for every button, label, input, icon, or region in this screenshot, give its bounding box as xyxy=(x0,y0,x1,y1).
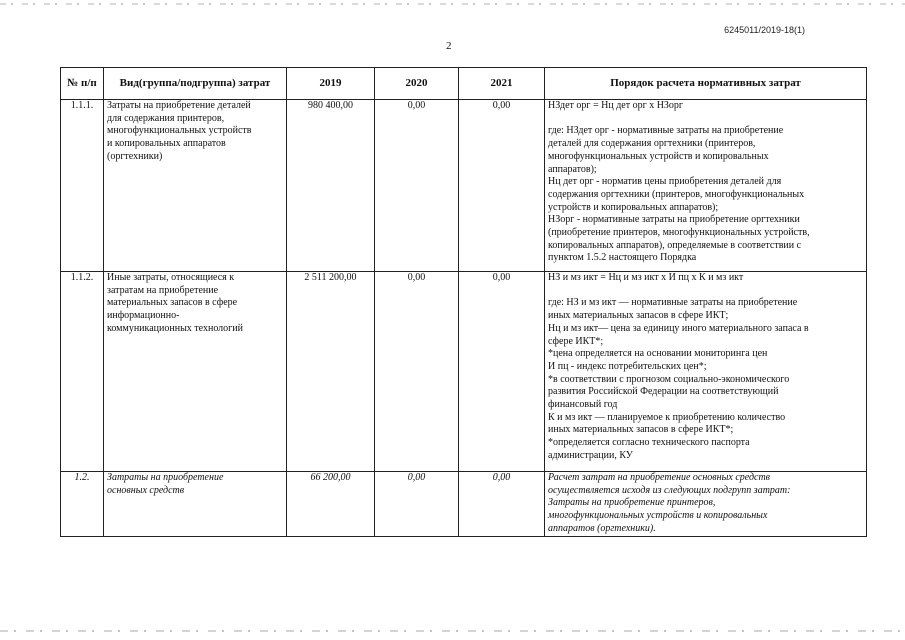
text-line: Нц дет орг - норматив цены приобретения деталей для xyxy=(548,176,782,188)
text-line: И пц - индекс потребительских цен*; xyxy=(548,360,707,372)
text-line: развития Российской Федерации на соответствующий xyxy=(548,386,779,398)
text-line: многофункциональных устройств и копировальных xyxy=(548,510,768,522)
text-line: где: НЗ и мз икт — нормативные затраты на приобретение xyxy=(548,297,798,309)
row-number: 1.2. xyxy=(61,472,104,537)
text-line: материальных запасов в сфере xyxy=(107,297,238,309)
text-line: многофункциональных устройств xyxy=(107,125,252,137)
blank-line xyxy=(548,113,863,126)
text-line: *цена определяется на основании мониторинга цен xyxy=(548,348,768,360)
text-line: Нц и мз икт— цена за единицу иного материального запаса в xyxy=(548,322,809,334)
value-2020: 0,00 xyxy=(375,472,459,537)
text-line: (приобретение принтеров, многофункциональных устройств, xyxy=(548,227,810,239)
text-line: информационно- xyxy=(107,310,180,322)
text-line: деталей для содержания оргтехники (принтеров, xyxy=(548,138,756,150)
text-line: где: НЗдет орг - нормативные затраты на приобретение xyxy=(548,125,784,137)
row-number: 1.1.1. xyxy=(61,100,104,272)
value-2019: 66 200,00 xyxy=(287,472,375,537)
scan-artifact-bottom xyxy=(0,630,905,632)
text-line: аппаратов); xyxy=(548,163,597,175)
cost-type-cell xyxy=(104,100,287,272)
scan-artifact-top xyxy=(0,3,905,5)
text-line: К и мз икт — планируемое к приобретению количество xyxy=(548,411,786,423)
text-line: иных материальных запасов в сфере ИКТ; xyxy=(548,310,729,322)
text-line: иных материальных запасов в сфере ИКТ*; xyxy=(548,424,734,436)
text-line: НЗдет орг = Нц дет орг х НЗорг xyxy=(548,100,684,111)
header-2020: 2020 xyxy=(375,68,459,100)
value-2021: 0,00 xyxy=(459,100,545,272)
text-line: для содержания принтеров, xyxy=(107,112,225,124)
blank-line xyxy=(548,285,863,298)
text-line: финансовый год xyxy=(548,399,618,411)
table-row xyxy=(61,100,867,272)
table-row xyxy=(61,272,867,472)
text-line: Затраты на приобретение xyxy=(107,472,224,483)
value-2021: 0,00 xyxy=(459,472,545,537)
calculation-method-cell xyxy=(545,100,867,272)
text-line: коммуникационных технологий xyxy=(107,322,243,334)
value-2019: 2 511 200,00 xyxy=(287,272,375,472)
text-line: Иные затраты, относящиеся к xyxy=(107,272,235,283)
header-2019: 2019 xyxy=(287,68,375,100)
value-2020: 0,00 xyxy=(375,272,459,472)
text-line: Затраты на приобретение принтеров, xyxy=(548,497,716,509)
value-2019: 980 400,00 xyxy=(287,100,375,272)
page-number: 2 xyxy=(446,40,452,52)
calculation-method-cell xyxy=(545,272,867,472)
text-line: *определяется согласно технического паспорта xyxy=(548,437,750,449)
table-header-row xyxy=(61,68,867,100)
text-line: (оргтехники) xyxy=(107,150,163,162)
text-line: Затраты на приобретение деталей xyxy=(107,100,251,111)
header-method: Порядок расчета нормативных затрат xyxy=(545,68,867,100)
text-line: НЗорг - нормативные затраты на приобретение оргтехники xyxy=(548,214,800,226)
text-line: осуществляется исходя из следующих подгрупп затрат: xyxy=(548,484,791,496)
value-2021: 0,00 xyxy=(459,272,545,472)
cost-table xyxy=(60,67,867,537)
cost-type-cell xyxy=(104,272,287,472)
text-line: основных средств xyxy=(107,484,185,496)
text-line: администрации, КУ xyxy=(548,449,633,461)
value-2020: 0,00 xyxy=(375,100,459,272)
header-num: № п/п xyxy=(61,68,104,100)
text-line: содержания оргтехники (принтеров, многофункциональных xyxy=(548,188,805,200)
text-line: копировальных аппаратов), определяемые в соответствии с xyxy=(548,239,802,251)
text-line: пунктом 1.5.2 настоящего Порядка xyxy=(548,252,697,264)
text-line: сфере ИКТ*; xyxy=(548,335,604,347)
row-number: 1.1.2. xyxy=(61,272,104,472)
cost-type-cell xyxy=(104,472,287,537)
text-line: НЗ и мз икт = Нц и мз икт х И пц х К и мз икт xyxy=(548,272,744,283)
text-line: устройств и копировальных аппаратов); xyxy=(548,201,719,213)
header-type: Вид(группа/подгруппа) затрат xyxy=(104,68,287,100)
text-line: *в соответствии с прогнозом социально-экономического xyxy=(548,373,790,385)
text-line: и копировальных аппаратов xyxy=(107,138,226,150)
table-row xyxy=(61,472,867,537)
calculation-method-cell xyxy=(545,472,867,537)
text-line: многофункциональных устройств и копировальных xyxy=(548,150,769,162)
document-number: 6245011/2019-18(1) xyxy=(724,25,805,35)
text-line: аппаратов (оргтехники). xyxy=(548,522,656,534)
header-2021: 2021 xyxy=(459,68,545,100)
text-line: Расчет затрат на приобретение основных средств xyxy=(548,472,771,483)
text-line: затратам на приобретение xyxy=(107,284,219,296)
